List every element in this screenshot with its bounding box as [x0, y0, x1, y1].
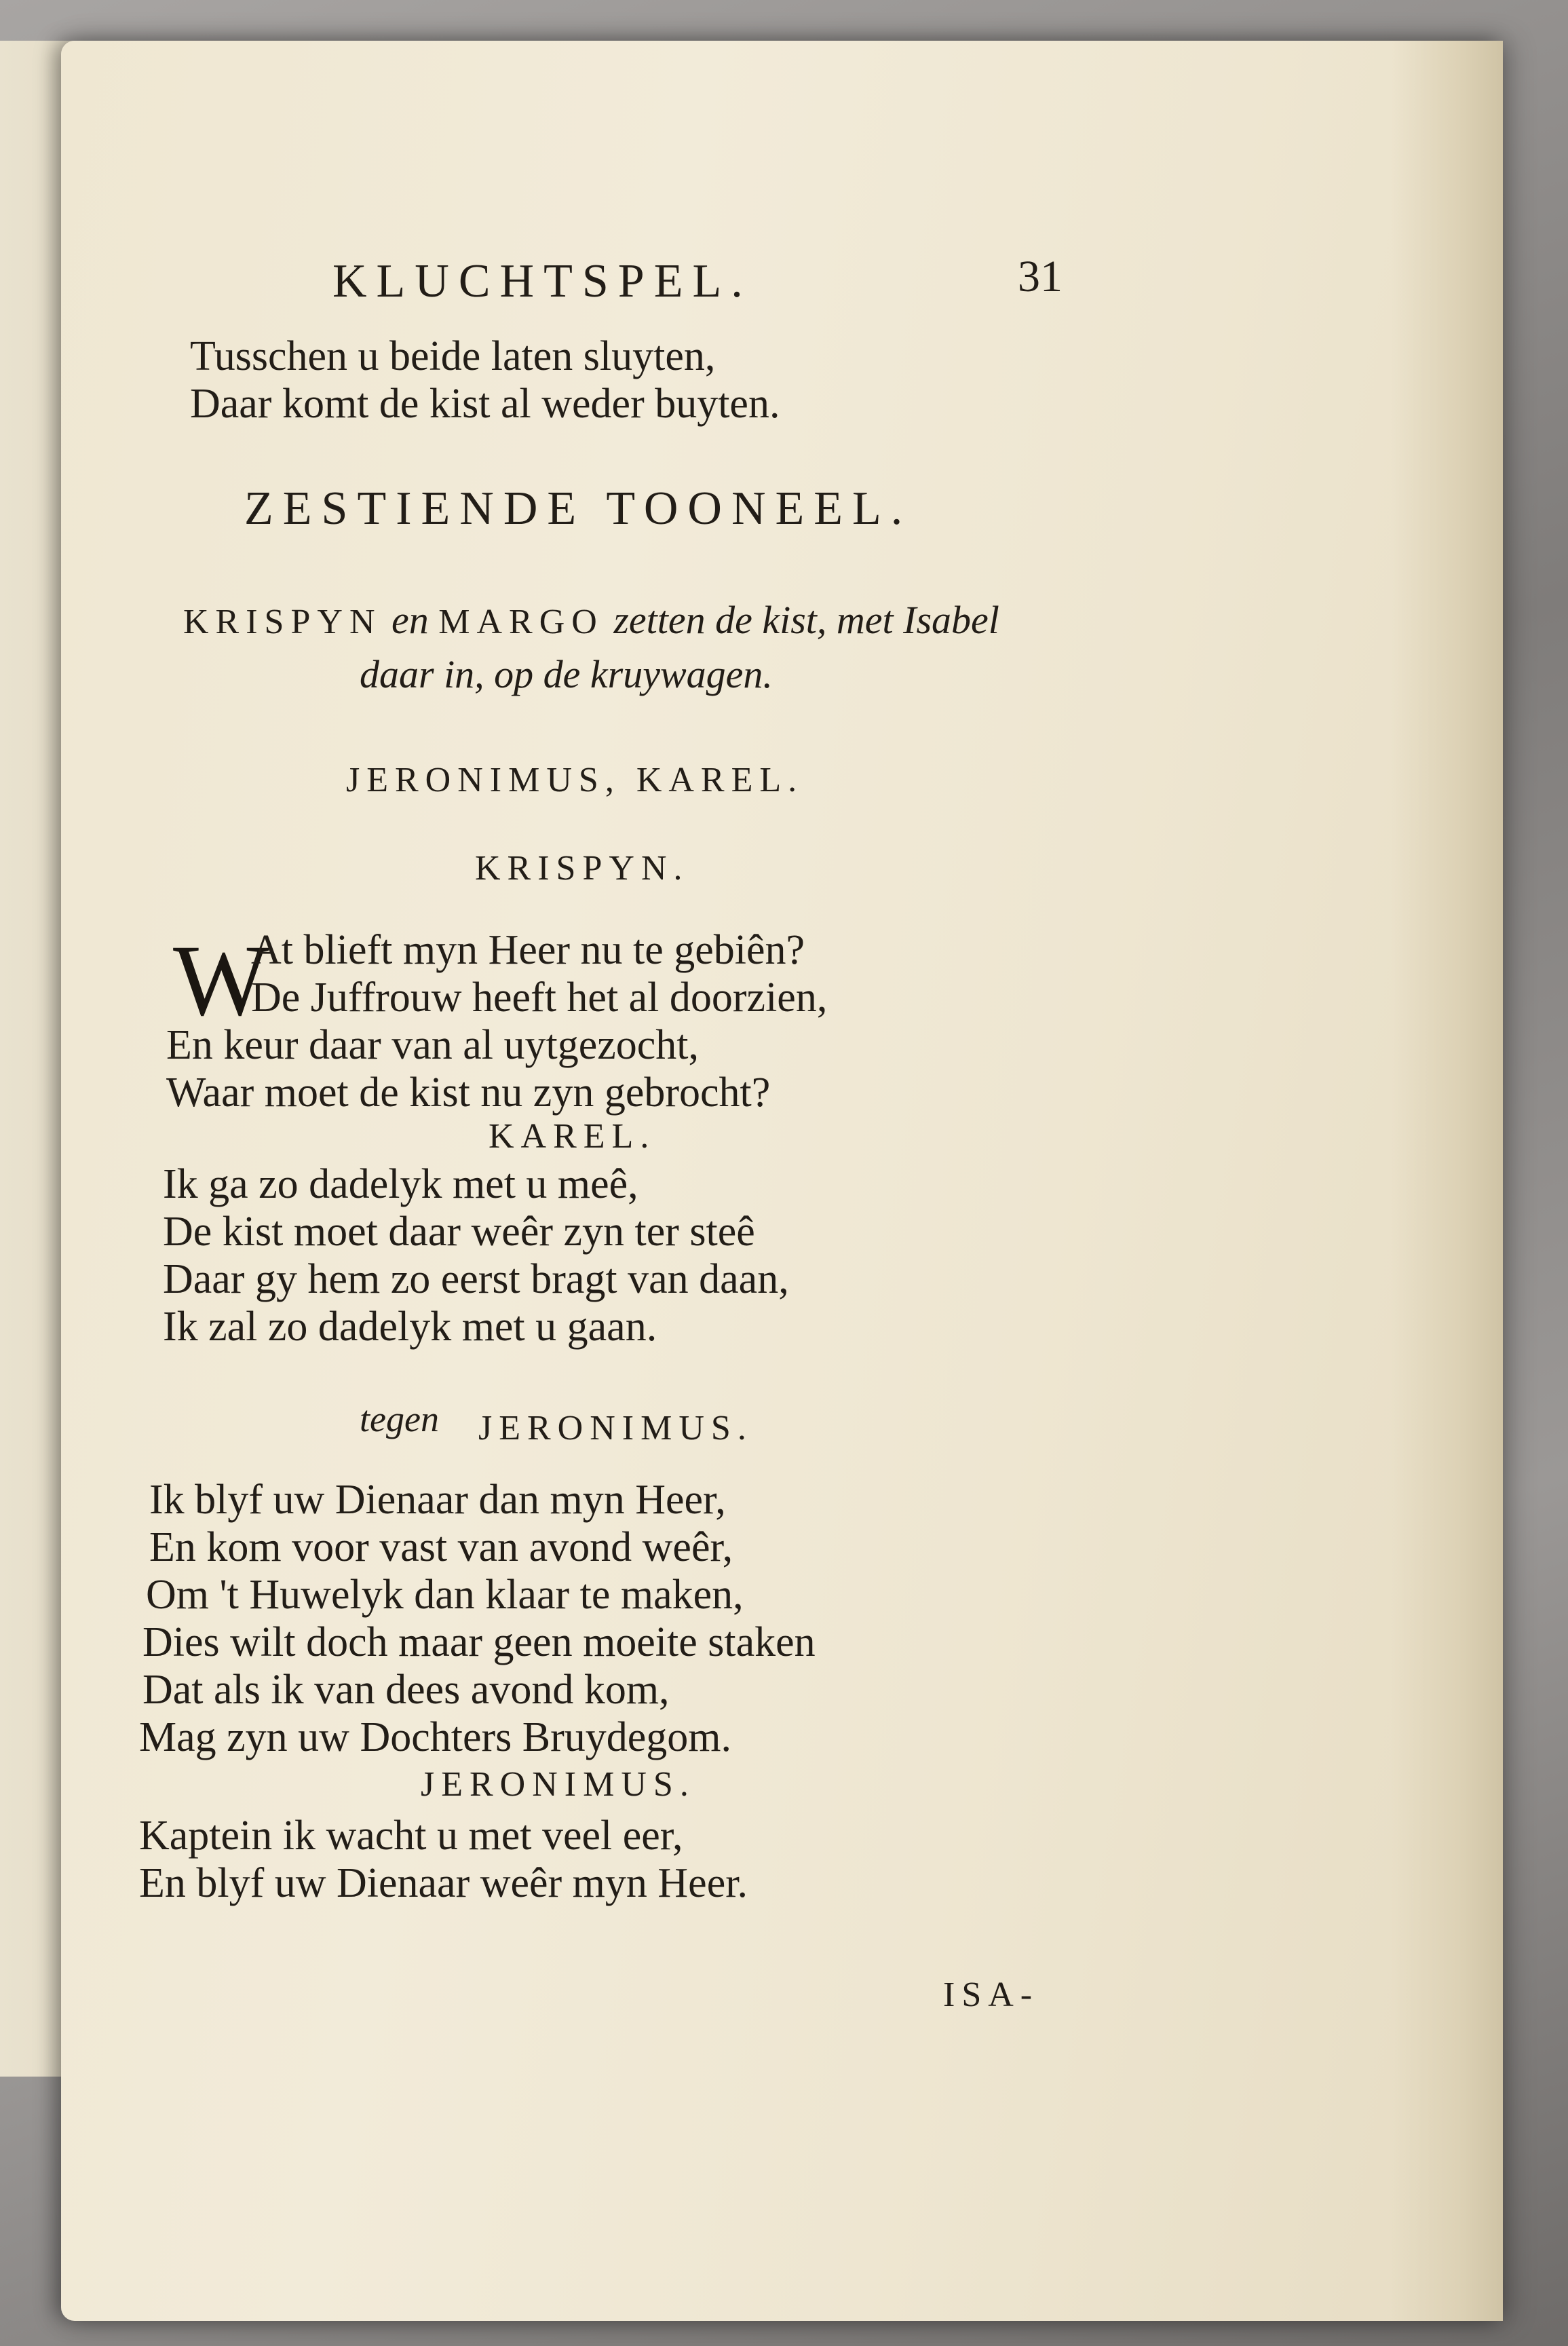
stage-direction-word: en — [391, 598, 429, 642]
verse-line: De kist moet daar weêr zyn ter steê — [163, 1209, 755, 1255]
aside-name: JERONIMUS. — [478, 1409, 753, 1448]
verse-line: Mag zyn uw Dochters Bruydegom. — [139, 1714, 731, 1760]
verse-line: Ik ga zo dadelyk met u meê, — [163, 1161, 638, 1207]
verse-line: Om 't Huwelyk dan klaar te maken, — [146, 1572, 744, 1618]
character-name: KRISPYN — [183, 603, 382, 641]
stage-direction-line: daar in, op de kruywagen. — [360, 652, 773, 696]
verse-line: En kom voor vast van avond weêr, — [149, 1524, 733, 1570]
verse-line: Kaptein ik wacht u met veel eer, — [139, 1813, 683, 1859]
verse-line: Tusschen u beide laten sluyten, — [190, 333, 716, 379]
stage-direction-text: zetten de kist, met Isabel — [613, 598, 999, 642]
speaker-name: KRISPYN. — [475, 849, 689, 888]
drop-cap: W — [173, 924, 269, 1037]
stage-direction-line — [183, 597, 999, 643]
verse-line: En keur daar van al uytgezocht, — [166, 1022, 699, 1068]
verse-line: Daar gy hem zo eerst bragt van daan, — [163, 1256, 789, 1302]
verse-line: Dies wilt doch maar geen moeite staken — [142, 1619, 816, 1665]
page-number: 31 — [1018, 252, 1063, 301]
verse-line: At blieft myn Heer nu te gebiên? — [251, 927, 805, 973]
verse-line: Waar moet de kist nu zyn gebrocht? — [166, 1070, 771, 1116]
verse-line: Daar komt de kist al weder buyten. — [190, 381, 780, 427]
characters-present: JERONIMUS, KAREL. — [346, 761, 804, 799]
speaker-name: JERONIMUS. — [421, 1765, 695, 1804]
running-head-title: KLUCHTSPEL. — [332, 255, 752, 307]
verse-line: De Juffrouw heeft het al doorzien, — [251, 975, 828, 1021]
verse-line: En blyf uw Dienaar weêr myn Heer. — [139, 1860, 748, 1906]
scene-heading: ZESTIENDE TOONEEL. — [244, 483, 913, 535]
catchword: ISA- — [943, 1975, 1039, 2014]
speaker-name: KAREL. — [489, 1117, 656, 1156]
verse-line: Ik blyf uw Dienaar dan myn Heer, — [149, 1477, 726, 1523]
verse-line: Dat als ik van dees avond kom, — [142, 1667, 670, 1713]
character-name: MARGO — [438, 603, 604, 641]
aside-word: tegen — [360, 1399, 439, 1439]
verse-line: Ik zal zo dadelyk met u gaan. — [163, 1304, 657, 1350]
